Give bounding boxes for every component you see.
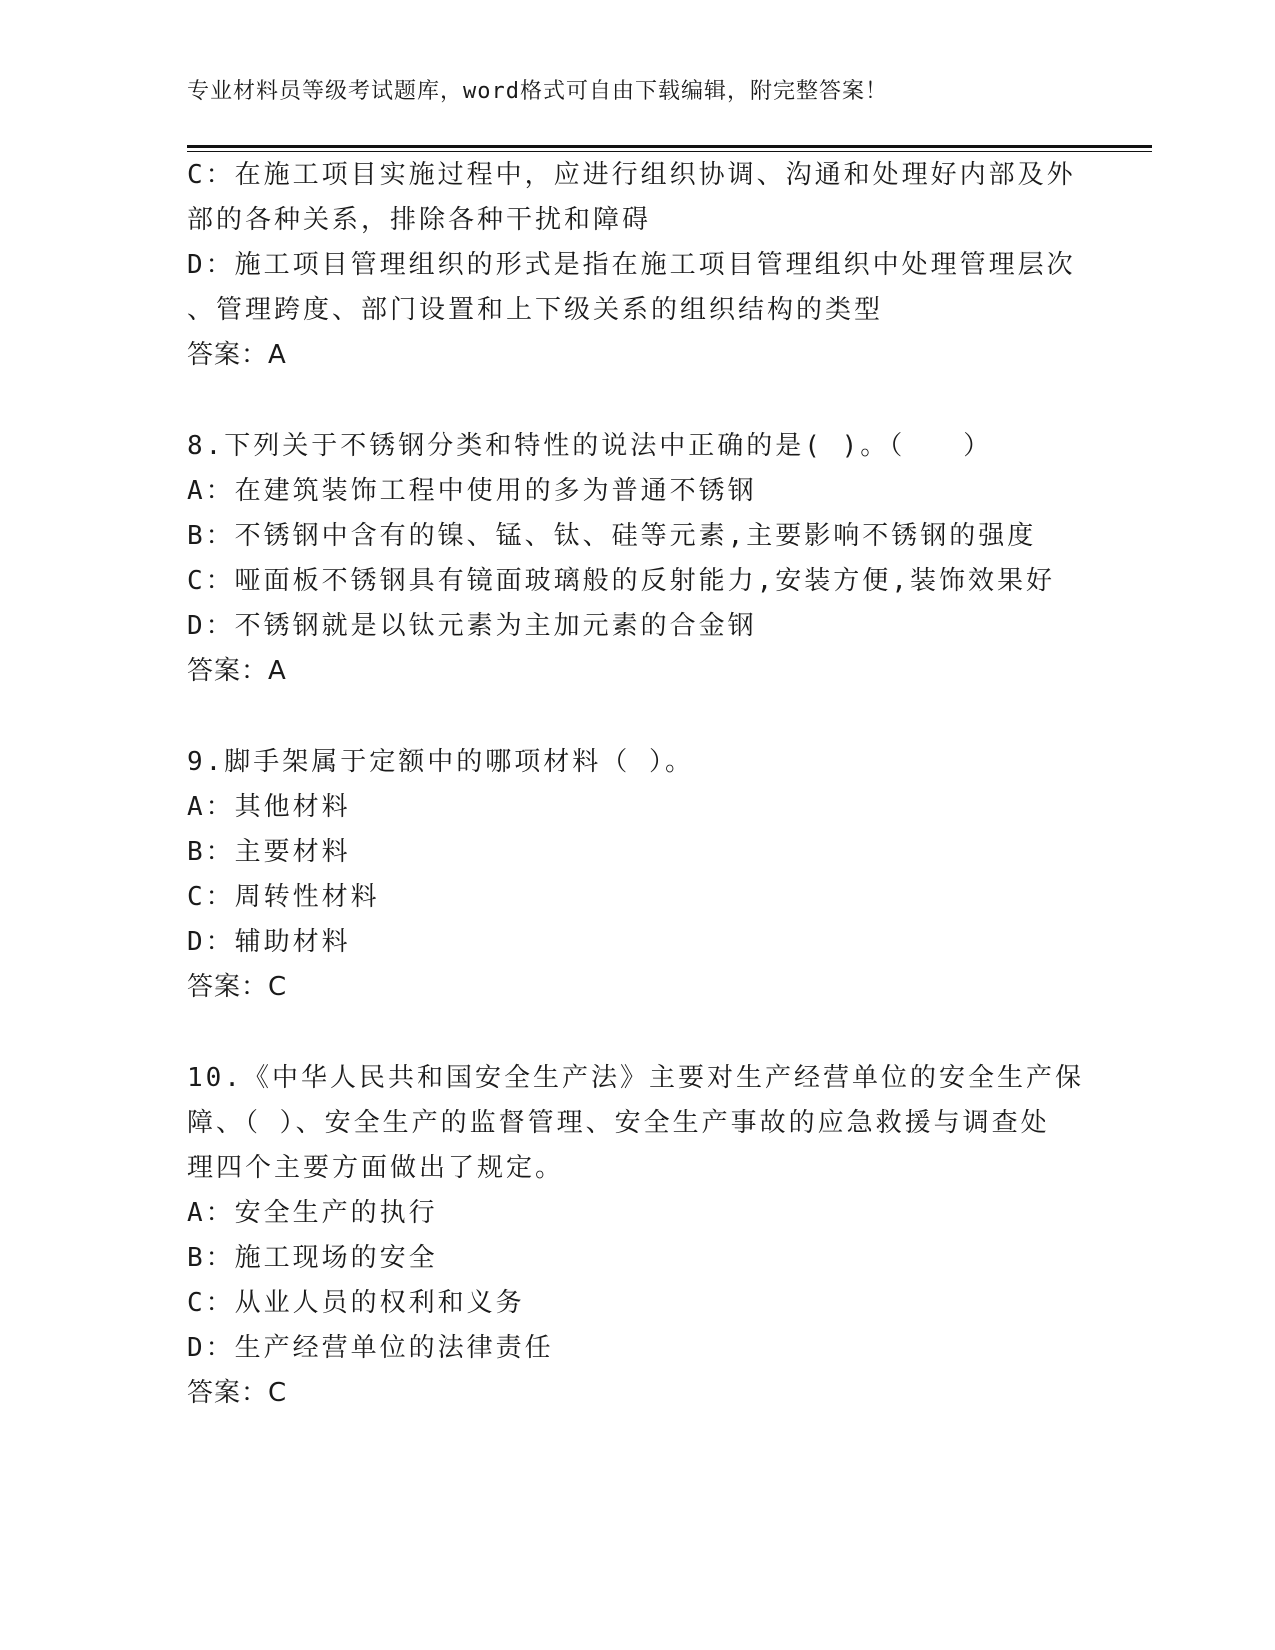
option-c: C：哑面板不锈钢具有镜面玻璃般的反射能力,安装方便,装饰效果好	[187, 566, 1055, 596]
spacer	[187, 1010, 1077, 1056]
question-content	[187, 153, 1084, 1416]
answer: 答案：C	[187, 1378, 288, 1408]
option-c-line-2: 部的各种关系，排除各种干扰和障碍	[187, 205, 652, 235]
option-b: B：主要材料	[187, 837, 351, 867]
question-8	[187, 424, 1077, 694]
option-a: A：其他材料	[187, 792, 351, 822]
question-stem-line-3: 理四个主要方面做出了规定。	[187, 1153, 565, 1183]
option-c: C：从业人员的权利和义务	[187, 1288, 525, 1318]
option-d-line-1: D：施工项目管理组织的形式是指在施工项目管理组织中处理管理层次	[187, 250, 1076, 280]
option-b: B：施工现场的安全	[187, 1243, 438, 1273]
option-d: D：生产经营单位的法律责任	[187, 1333, 554, 1363]
spacer	[187, 694, 1077, 740]
question-9	[187, 740, 1077, 1010]
option-d-line-2: 、管理跨度、部门设置和上下级关系的组织结构的类型	[187, 295, 884, 325]
option-c: C：周转性材料	[187, 882, 380, 912]
answer: 答案：A	[187, 656, 287, 686]
question-stem-line-2: 障、（ ）、安全生产的监督管理、安全生产事故的应急救援与调查处	[187, 1108, 1050, 1138]
question-stem: 8.下列关于不锈钢分类和特性的说法中正确的是( )。（ ）	[187, 431, 993, 461]
option-d: D：不锈钢就是以钛元素为主加元素的合金钢	[187, 611, 757, 641]
option-c-line-1: C：在施工项目实施过程中，应进行组织协调、沟通和处理好内部及外	[187, 160, 1076, 190]
option-b: B：不锈钢中含有的镍、锰、钛、硅等元素,主要影响不锈钢的强度	[187, 521, 1037, 551]
question-stem: 9.脚手架属于定额中的哪项材料（ ）。	[187, 747, 694, 777]
option-a: A：在建筑装饰工程中使用的多为普通不锈钢	[187, 476, 757, 506]
question-10	[187, 1056, 1084, 1416]
option-a: A：安全生产的执行	[187, 1198, 438, 1228]
question-7	[187, 153, 1077, 378]
header-note: 专业材料员等级考试题库，word格式可自由下载编辑，附完整答案！	[187, 79, 888, 104]
answer: 答案：C	[187, 972, 288, 1002]
answer: 答案：A	[187, 340, 287, 370]
header-rule-thick	[187, 145, 1152, 148]
header-rule-thin	[187, 151, 1152, 152]
spacer	[187, 378, 1077, 424]
question-stem-line-1: 10.《中华人民共和国安全生产法》主要对生产经营单位的安全生产保	[187, 1063, 1084, 1093]
option-d: D：辅助材料	[187, 927, 351, 957]
